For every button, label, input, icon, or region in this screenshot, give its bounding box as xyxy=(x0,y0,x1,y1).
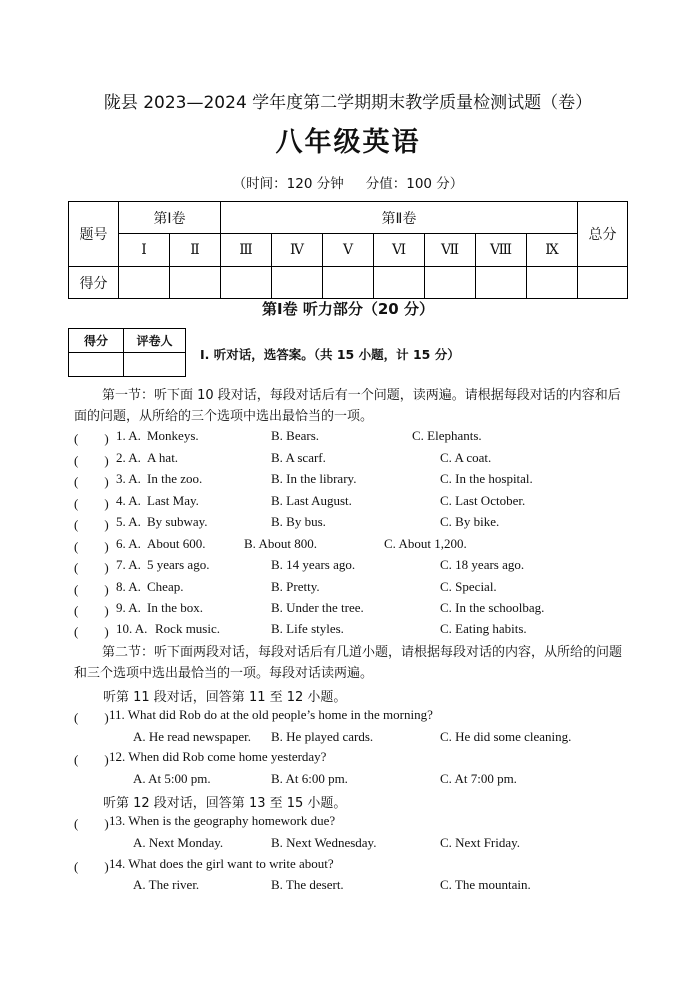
score-cell xyxy=(272,267,323,299)
question-number: 1. A. xyxy=(116,428,141,443)
question-number: 8. A. xyxy=(116,579,141,594)
section-header: Ⅳ xyxy=(272,234,323,267)
option-a: A. The river. xyxy=(133,877,200,892)
option-b: B. Last August. xyxy=(271,493,352,508)
option-b: B. By bus. xyxy=(271,514,326,529)
section-header: Ⅵ xyxy=(374,234,425,267)
answer-blank: ( ) xyxy=(74,624,109,639)
total-header: 总分 xyxy=(578,202,628,267)
answer-blank: ( ) xyxy=(74,560,109,575)
section-header: Ⅷ xyxy=(476,234,527,267)
answer-blank: ( ) xyxy=(74,752,109,767)
option-a: Cheap. xyxy=(147,579,184,594)
option-b: B. Pretty. xyxy=(271,579,320,594)
option-a: Rock music. xyxy=(155,621,220,636)
answer-blank: ( ) xyxy=(74,603,109,618)
option-c: C. Last October. xyxy=(440,493,526,508)
option-a: A. At 5:00 pm. xyxy=(133,771,211,786)
section-header: Ⅲ xyxy=(221,234,272,267)
question-stem: 11. What did Rob do at the old people’s home in the morning? xyxy=(109,707,433,722)
volume-1-header: 第Ⅰ卷 xyxy=(119,202,221,234)
option-c: C. In the hospital. xyxy=(440,471,533,486)
option-c: C. Special. xyxy=(440,579,497,594)
answer-blank: ( ) xyxy=(74,710,109,725)
option-b: B. The desert. xyxy=(271,877,344,892)
option-a: In the zoo. xyxy=(147,471,203,486)
question-number: 3. A. xyxy=(116,471,141,486)
option-a: About 600. xyxy=(147,536,206,551)
answer-blank: ( ) xyxy=(74,582,109,597)
score-cell xyxy=(119,267,170,299)
question-stem: 13. When is the geography homework due? xyxy=(109,813,336,828)
label-score: 得分 xyxy=(69,267,119,299)
score-cell xyxy=(527,267,578,299)
answer-blank: ( ) xyxy=(74,816,109,831)
grader-score-cell xyxy=(69,353,124,377)
option-b: B. In the library. xyxy=(271,471,357,486)
question-stem: 14. What does the girl want to write about? xyxy=(109,856,334,871)
grader-table xyxy=(68,328,186,377)
option-a: Last May. xyxy=(147,493,199,508)
question-number: 7. A. xyxy=(116,557,141,572)
option-b: B. At 6:00 pm. xyxy=(271,771,348,786)
section-header: Ⅶ xyxy=(425,234,476,267)
page-title: 八年级英语 xyxy=(275,127,421,158)
option-b: B. Life styles. xyxy=(271,621,344,636)
time-limit: （时间：120 分钟 xyxy=(232,176,344,192)
option-b: B. Next Wednesday. xyxy=(271,835,377,850)
section-i-heading: I. 听对话，选答案。（共 15 小题，计 15 分） xyxy=(200,347,460,362)
option-a: Monkeys. xyxy=(147,428,199,443)
score-cell xyxy=(476,267,527,299)
answer-blank: ( ) xyxy=(74,474,109,489)
option-a: A. He read newspaper. xyxy=(133,729,252,744)
score-cell xyxy=(425,267,476,299)
score-cell xyxy=(170,267,221,299)
option-c: C. In the schoolbag. xyxy=(440,600,545,615)
section-header: Ⅱ xyxy=(170,234,221,267)
option-b: B. A scarf. xyxy=(271,450,326,465)
answer-blank: ( ) xyxy=(74,517,109,532)
question-number: 2. A. xyxy=(116,450,141,465)
option-c: C. Next Friday. xyxy=(440,835,521,850)
grader-score-label: 得分 xyxy=(69,329,124,353)
option-a: A. Next Monday. xyxy=(133,835,224,850)
option-c: C. He did some cleaning. xyxy=(440,729,572,744)
answer-blank: ( ) xyxy=(74,453,109,468)
dialog-12-intro: 听第 12 段对话，回答第 13 至 15 小题。 xyxy=(103,796,347,811)
score-cell xyxy=(374,267,425,299)
option-c: C. 18 years ago. xyxy=(440,557,525,572)
part-1-title: 第Ⅰ卷 听力部分（20 分） xyxy=(262,300,434,318)
section-header: Ⅴ xyxy=(323,234,374,267)
section-header: Ⅰ xyxy=(119,234,170,267)
option-c: C. Eating habits. xyxy=(440,621,527,636)
score-table xyxy=(68,201,628,299)
option-c: C. Elephants. xyxy=(412,428,482,443)
option-a: A hat. xyxy=(147,450,179,465)
option-c: C. At 7:00 pm. xyxy=(440,771,517,786)
option-c: C. About 1,200. xyxy=(384,536,467,551)
option-b: B. About 800. xyxy=(244,536,317,551)
time-score-line xyxy=(0,172,696,192)
exam-header: 陇县 2023—2024 学年度第二学期期末教学质量检测试题（卷） xyxy=(103,93,593,113)
grader-name-cell xyxy=(124,353,186,377)
option-a: 5 years ago. xyxy=(147,557,210,572)
option-a: By subway. xyxy=(147,514,208,529)
option-b: B. Bears. xyxy=(271,428,320,443)
question-number: 6. A. xyxy=(116,536,141,551)
grader-name-label: 评卷人 xyxy=(124,329,186,353)
question-number: 9. A. xyxy=(116,600,141,615)
option-a: In the box. xyxy=(147,600,203,615)
score-cell xyxy=(221,267,272,299)
option-b: B. 14 years ago. xyxy=(271,557,356,572)
question-number: 4. A. xyxy=(116,493,141,508)
question-stem: 12. When did Rob come home yesterday? xyxy=(109,749,327,764)
score-cell xyxy=(323,267,374,299)
question-number: 5. A. xyxy=(116,514,141,529)
question-number: 10. A. xyxy=(116,621,148,636)
answer-blank: ( ) xyxy=(74,496,109,511)
part-2-instruction: 第二节：听下面两段对话，每段对话后有几道小题，请根据每段对话的内容，从所给的问题和三个选项中选出最恰当的一项。每段对话读两遍。 xyxy=(74,645,623,681)
dialog-11-intro: 听第 11 段对话，回答第 11 至 12 小题。 xyxy=(103,690,347,705)
total-score-cell xyxy=(578,267,628,299)
option-c: C. The mountain. xyxy=(440,877,531,892)
section-header: Ⅸ xyxy=(527,234,578,267)
answer-blank: ( ) xyxy=(74,539,109,554)
answer-blank: ( ) xyxy=(74,859,109,874)
option-b: B. Under the tree. xyxy=(271,600,364,615)
label-question-number: 题号 xyxy=(69,202,119,267)
volume-2-header: 第Ⅱ卷 xyxy=(221,202,578,234)
option-c: C. By bike. xyxy=(440,514,500,529)
part-1-instruction: 第一节：听下面 10 段对话，每段对话后有一个问题，读两遍。请根据每段对话的内容和后面的问题，从所给的三个选项中选出最恰当的一项。 xyxy=(74,388,621,424)
answer-blank: ( ) xyxy=(74,431,109,446)
option-c: C. A coat. xyxy=(440,450,492,465)
score-value: 分值：100 分） xyxy=(365,176,464,192)
option-b: B. He played cards. xyxy=(271,729,374,744)
